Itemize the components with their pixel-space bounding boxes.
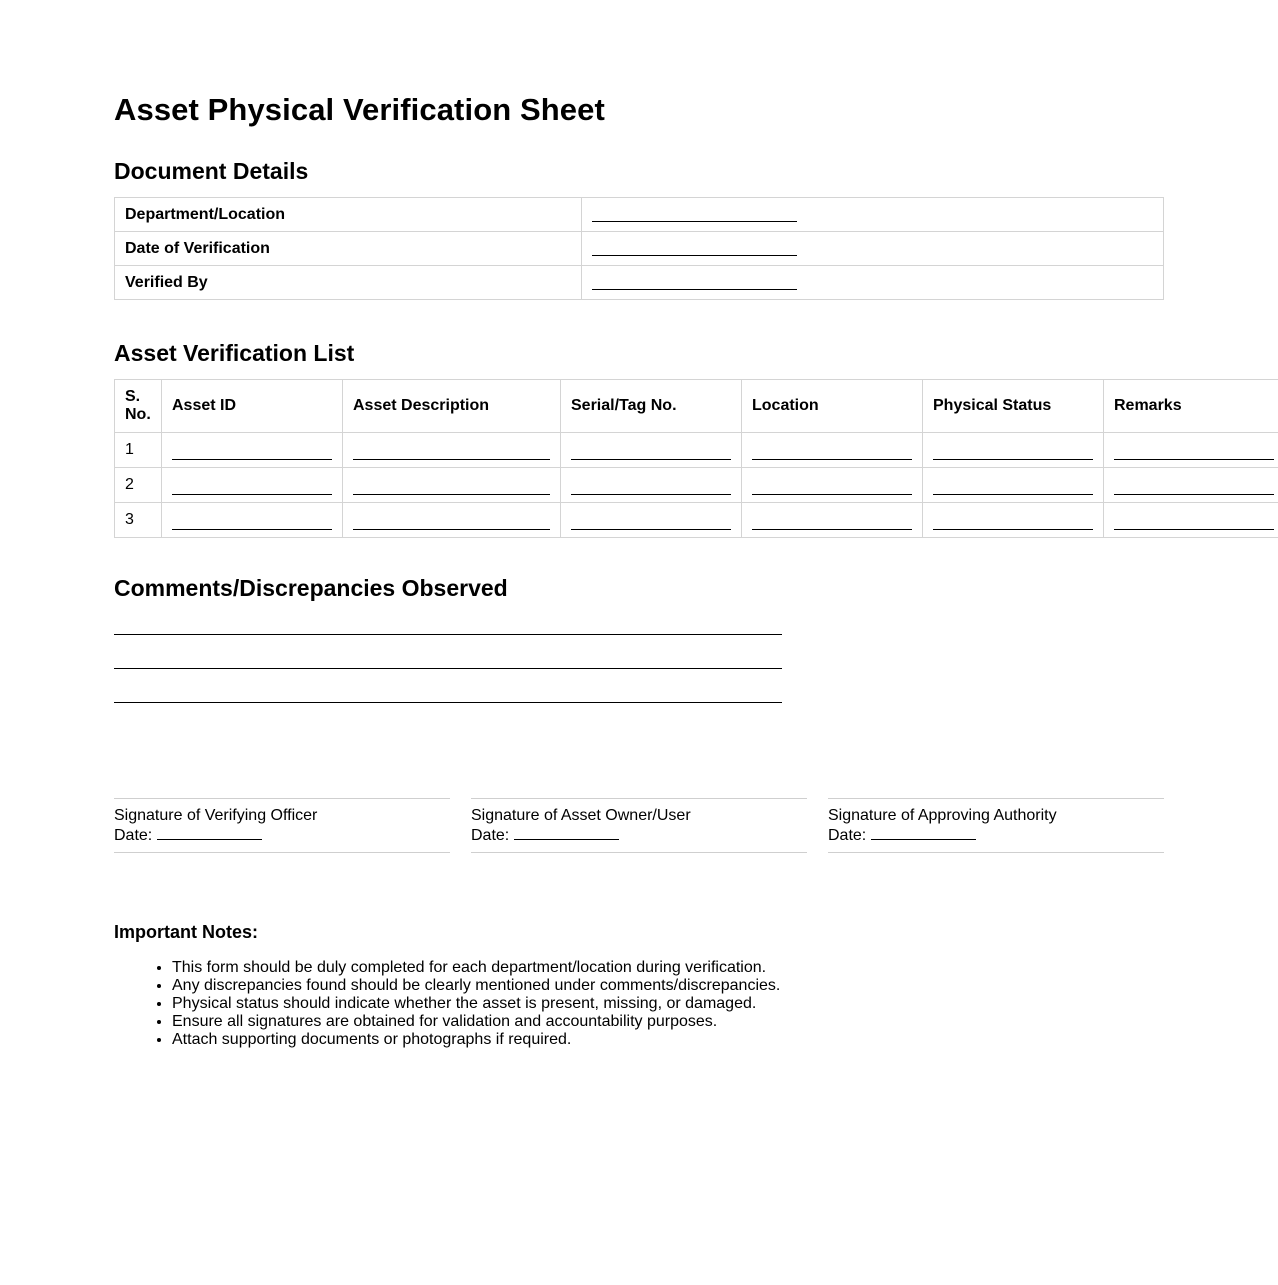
list-item: • Ensure all signatures are obtained for validation and accountability purposes. — [172, 1013, 780, 1031]
table-header-row — [115, 380, 1278, 433]
column-header: Remarks — [1104, 380, 1278, 433]
column-header: Asset Description — [343, 380, 561, 433]
table-cell — [923, 503, 1104, 538]
notes-list — [114, 959, 780, 1049]
detail-value-cell — [582, 198, 1164, 232]
detail-row-department — [115, 198, 1164, 232]
blank-field[interactable] — [571, 514, 731, 530]
serial-number-cell: 3 — [115, 503, 162, 538]
comments-heading: Comments/Discrepancies Observed — [114, 575, 508, 601]
table-cell — [162, 503, 343, 538]
blank-field[interactable] — [933, 514, 1093, 530]
blank-field[interactable] — [571, 444, 731, 460]
table-cell — [1104, 503, 1278, 538]
serial-number-cell: 2 — [115, 468, 162, 503]
signature-block-asset-owner — [471, 798, 807, 853]
blank-field[interactable] — [752, 514, 912, 530]
date-blank-field[interactable] — [157, 825, 262, 840]
asset-list-heading: Asset Verification List — [114, 340, 355, 366]
department-blank-field[interactable] — [592, 206, 797, 222]
comment-line[interactable] — [114, 634, 782, 635]
detail-value-cell — [582, 232, 1164, 266]
notes-heading: Important Notes: — [114, 922, 258, 942]
list-item: • Physical status should indicate whether the asset is present, missing, or damaged. — [172, 995, 780, 1013]
date-label: Date: — [114, 827, 153, 844]
signature-date — [471, 825, 807, 845]
date-blank-field[interactable] — [514, 825, 619, 840]
blank-field[interactable] — [353, 514, 550, 530]
detail-value-cell — [582, 266, 1164, 300]
table-cell — [343, 433, 561, 468]
signature-label: Signature of Approving Authority — [828, 807, 1057, 824]
serial-number-cell: 1 — [115, 433, 162, 468]
blank-field[interactable] — [172, 514, 332, 530]
blank-field[interactable] — [752, 444, 912, 460]
table-cell — [343, 503, 561, 538]
blank-field[interactable] — [571, 479, 731, 495]
table-cell — [162, 433, 343, 468]
table-cell — [923, 468, 1104, 503]
document-details-table — [114, 197, 1164, 300]
signature-date — [828, 825, 1164, 845]
detail-row-verified-by — [115, 266, 1164, 300]
date-label: Date: — [471, 827, 510, 844]
asset-verification-table — [114, 379, 1278, 538]
list-item: • Attach supporting documents or photographs if required. — [172, 1031, 780, 1049]
table-cell — [923, 433, 1104, 468]
detail-label: Date of Verification — [115, 232, 582, 266]
comment-line[interactable] — [114, 668, 782, 669]
table-cell — [1104, 468, 1278, 503]
table-cell — [162, 468, 343, 503]
table-cell — [742, 503, 923, 538]
signature-label: Signature of Asset Owner/User — [471, 807, 691, 824]
verified-by-blank-field[interactable] — [592, 274, 797, 290]
signature-block-approving-authority — [828, 798, 1164, 853]
comment-line[interactable] — [114, 702, 782, 703]
date-blank-field[interactable] — [592, 240, 797, 256]
signature-block-verifying-officer — [114, 798, 450, 853]
signature-date — [114, 825, 450, 845]
date-blank-field[interactable] — [871, 825, 976, 840]
table-cell — [561, 433, 742, 468]
blank-field[interactable] — [353, 479, 550, 495]
table-cell — [561, 468, 742, 503]
blank-field[interactable] — [1114, 479, 1274, 495]
column-header: S. No. — [115, 380, 162, 433]
column-header: Location — [742, 380, 923, 433]
signature-label: Signature of Verifying Officer — [114, 807, 318, 824]
column-header: Serial/Tag No. — [561, 380, 742, 433]
table-cell — [343, 468, 561, 503]
detail-label: Verified By — [115, 266, 582, 300]
table-cell — [742, 433, 923, 468]
column-header: Asset ID — [162, 380, 343, 433]
detail-row-date — [115, 232, 1164, 266]
table-row — [115, 468, 1278, 503]
blank-field[interactable] — [172, 444, 332, 460]
table-cell — [742, 468, 923, 503]
date-label: Date: — [828, 827, 867, 844]
list-item: • This form should be duly completed for each department/location during verification. — [172, 959, 780, 977]
table-cell — [561, 503, 742, 538]
blank-field[interactable] — [1114, 514, 1274, 530]
blank-field[interactable] — [933, 444, 1093, 460]
column-header: Physical Status — [923, 380, 1104, 433]
page-title: Asset Physical Verification Sheet — [114, 92, 605, 127]
table-cell — [1104, 433, 1278, 468]
document-details-heading: Document Details — [114, 158, 309, 184]
list-item: • Any discrepancies found should be clearly mentioned under comments/discrepancies. — [172, 977, 780, 995]
detail-label: Department/Location — [115, 198, 582, 232]
table-row — [115, 433, 1278, 468]
blank-field[interactable] — [172, 479, 332, 495]
blank-field[interactable] — [1114, 444, 1274, 460]
blank-field[interactable] — [353, 444, 550, 460]
table-row — [115, 503, 1278, 538]
blank-field[interactable] — [752, 479, 912, 495]
blank-field[interactable] — [933, 479, 1093, 495]
